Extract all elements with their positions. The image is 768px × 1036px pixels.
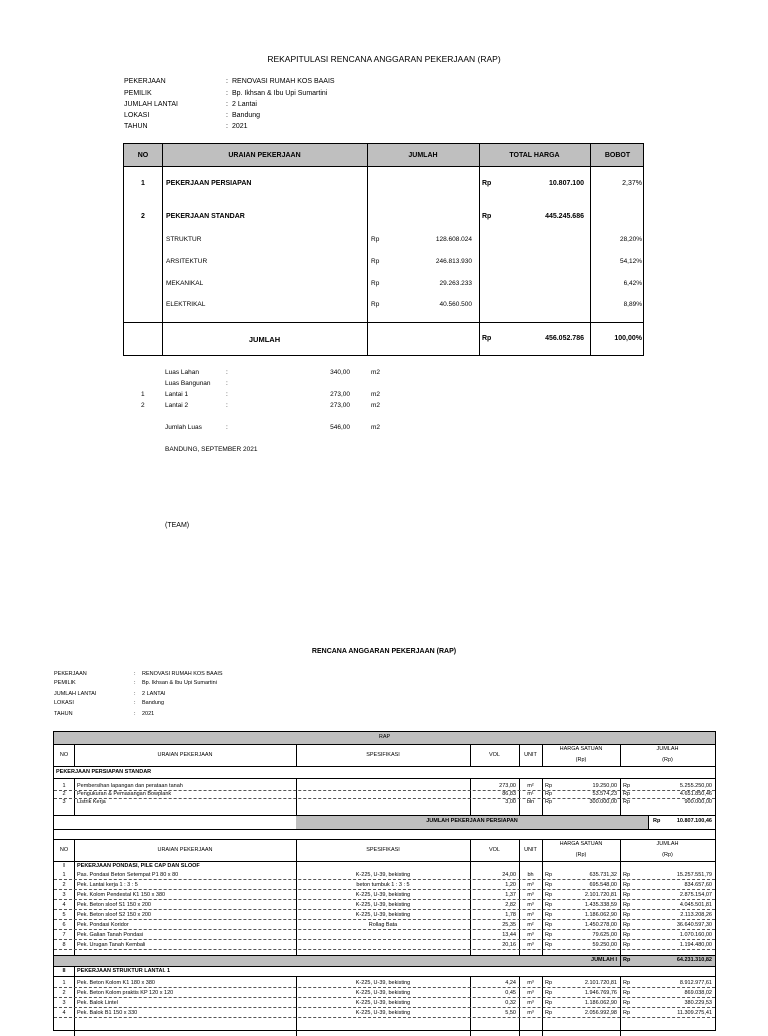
cell-harga: 635.731,32 bbox=[589, 872, 617, 878]
cell-rp1: Rp bbox=[545, 912, 553, 918]
total-value: 456.052.786 bbox=[545, 335, 584, 342]
subrow-rp: Rp bbox=[371, 236, 380, 243]
luas-label: Lantai 1 bbox=[165, 391, 189, 398]
cell-uraian: Pek. Beton Kolom praktis KP 120 x 120 bbox=[77, 990, 174, 996]
cell-jumlah: 11.309.275,41 bbox=[677, 1010, 712, 1016]
col-no: NO bbox=[137, 152, 149, 159]
rap-band: RAP bbox=[378, 734, 391, 740]
row-no: 2 bbox=[141, 213, 145, 220]
subrow-bobot: 8,89% bbox=[623, 301, 642, 308]
section-ii-label: PEKERJAAN STRUKTUR LANTAI. 1 bbox=[77, 968, 171, 974]
cell-vol: 5,50 bbox=[505, 1010, 516, 1016]
subrow-uraian: ELEKTRIKAL bbox=[166, 301, 206, 308]
cell-spek: K-225, U-39, bekisting bbox=[355, 872, 411, 878]
cell-unit: m³ bbox=[527, 1010, 534, 1016]
cell-spek: K-225, U-39, bekisting bbox=[355, 912, 411, 918]
cell-rp2: Rp bbox=[623, 922, 631, 928]
cell-rp2: Rp bbox=[623, 980, 631, 986]
info-label: LOKASI bbox=[124, 112, 150, 119]
cell-jumlah: 4.045.501,81 bbox=[679, 902, 712, 908]
cell-jumlah: 1.070.160,00 bbox=[679, 932, 712, 938]
luas-label: Lantai 2 bbox=[165, 402, 189, 409]
cell-uraian: Pek. Galian Tanah Pondasi bbox=[77, 932, 144, 938]
cell-jumlah: 869.038,02 bbox=[684, 990, 712, 996]
total-rp: Rp bbox=[482, 335, 492, 342]
cell-rp1: Rp bbox=[545, 932, 553, 938]
luas-label: Luas Bangunan bbox=[165, 380, 211, 387]
total-i-label: JUMLAH I bbox=[591, 957, 617, 963]
row-uraian: PEKERJAAN STANDAR bbox=[166, 213, 245, 220]
cell-no: 7 bbox=[62, 932, 66, 938]
cell-uraian: Pek. Lantai kerja 1 : 3 : 5 bbox=[77, 882, 138, 888]
cell-rp1: Rp bbox=[545, 1010, 553, 1016]
info-value: 2 Lantai bbox=[232, 101, 257, 108]
cell-harga: 2.101.720,81 bbox=[584, 980, 617, 986]
cell-uraian: Pek. Urugan Tanah Kembali bbox=[77, 942, 146, 948]
cell-jumlah: 1.194.480,00 bbox=[679, 942, 712, 948]
info-label: TAHUN bbox=[124, 123, 148, 130]
subrow-rp: Rp bbox=[371, 301, 380, 308]
row-no: 1 bbox=[141, 180, 145, 187]
cell-jumlah: 834.657,60 bbox=[684, 882, 712, 888]
cell-jumlah: 2.113.208,26 bbox=[680, 912, 712, 918]
subrow-rp: Rp bbox=[371, 258, 380, 265]
info-value: 2021 bbox=[232, 123, 248, 130]
cell-rp1: Rp bbox=[545, 892, 553, 898]
cell-rp1: Rp bbox=[545, 882, 553, 888]
cell-vol: 20,16 bbox=[502, 942, 516, 948]
section-persiapan: PEKERJAAN PERSIAPAN STANDAR bbox=[56, 769, 152, 775]
info-label: JUMLAH LANTAI bbox=[124, 101, 178, 108]
cell-harga: 1.946.769,76 bbox=[584, 990, 617, 996]
cell-unit: m³ bbox=[527, 902, 534, 908]
cell-unit: m³ bbox=[527, 932, 534, 938]
cell-jumlah: 15.257.551,79 bbox=[676, 872, 712, 878]
cell-unit: m² bbox=[527, 922, 534, 928]
cell-uraian: Pek. Balok B1 150 x 330 bbox=[77, 1010, 138, 1016]
cell-uraian: Pek. Pondasi Koridor bbox=[77, 922, 129, 928]
cell-uraian: Pek. Balok Lintel bbox=[77, 1000, 118, 1006]
subrow-jumlah: 40.560.500 bbox=[439, 301, 472, 308]
total-label: JUMLAH bbox=[248, 335, 281, 344]
cell-harga: 1.186.062,90 bbox=[584, 1000, 617, 1006]
cell-no: 3 bbox=[62, 892, 66, 898]
cell-rp2: Rp bbox=[623, 1000, 631, 1006]
cell-spek: Rollag Bata bbox=[368, 922, 398, 928]
detail-table: RAP NO URAIAN PEKERJAAN SPESIFIKASI VOL UNIT HARGA SATUAN (Rp) JUMLAH (Rp) PEKERJAAN PERSIAPAN STANDAR 1 Pembersihan lapangan dan perataan tanah 273,00 m² Rp 19.250,00 Rp 5.255.250,00 2 Pengukuran & Pemasangan Bowplank 86,83 m¹ Rp 53.574,23 Rp 4.651.850,46 3 Listrik Kerja 3,00 bln Rp 300.000,00 Rp 900.000,00 JUMLAH PEKERJAAN PERSIAPAN Rp 10.807.100,46 NO URAIAN PEKERJAAN SPESIFIKASI VOL UNIT HARGA SATUAN (Rp) JUMLAH (Rp) I PEKERJAAN PONDASI, PILE CAP DAN SLOOF 1 Pas. Pondasi Beton Setempat P1 80 x 80 K-225, U-39, bekisting 24,00 bh Rp 635.731,32 Rp 15.257.551,79 2 Pek. Lantai kerja 1 : 3 : 5 beton tumbuk 1 : 3 : 5 1,20 m³ Rp 695.548,00 Rp 834.657,60 3 Pek. Kolom Pendestal K1 150 x 380 K-225, U-39, bekisting 1,37 m³ Rp 2.101.720,81 Rp 2.875.154,07 4 Pek. Beton sloof S1 150 x 200 K-225, U-39, bekisting 2,82 m³ Rp 1.435.338,59 Rp 4.045.501,81 5 Pek. Beton sloof S2 150 x 200 K-225, U-39, bekisting 1,78 m³ Rp 1.186.062,90 Rp 2.113.208,26 6 Pek. Pondasi Koridor Rollag Bata 25,35 m² Rp 1.450.278,00 Rp 36.640.597,30 7 Pek. Galian Tanah Pondasi 13,44 m³ Rp 79.625,00 Rp 1.070.160,00 8 Pek. Urugan Tanah Kembali 20,16 m³ Rp 59.250,00 Rp 1.194.480,00 JUMLAH I Rp 64.231.310,82 II PEKERJAAN STRUKTUR LANTAI. 1 1 Pek. Beton Kolom K1 180 x 380 K-225, U-39, bekisting 4,24 m³ Rp 2.101.720,81 Rp 8.912.977,61 2 Pek. Beton Kolom praktis KP 120 x 120 K-225, U-39, bekisting 0,45 m³ Rp 1.946.769,76 Rp 869.038,02 3 Pek. Balok Lintel K-225, U-39, bekisting 0,32 m³ Rp 1.186.062,90 Rp 380.229,53 4 Pek. Balok B1 150 x 330 K-225, U-39, bekisting 5,50 m³ Rp 2.056.992,98 Rp 11.309.275,41 bbox=[53, 731, 716, 1031]
info-label: PEMILIK bbox=[124, 90, 152, 97]
cell-rp1: Rp bbox=[545, 980, 553, 986]
cell-no: 1 bbox=[62, 980, 66, 986]
cell-rp1: Rp bbox=[545, 922, 553, 928]
cell-unit: m³ bbox=[527, 912, 534, 918]
jumlah-luas-label: Jumlah Luas bbox=[165, 424, 202, 431]
info-label: PEKERJAAN bbox=[124, 78, 166, 85]
subrow-uraian: ARSITEKTUR bbox=[166, 258, 208, 265]
cell-unit: m³ bbox=[527, 990, 534, 996]
cell-rp1: Rp bbox=[545, 1000, 553, 1006]
cell-spek: K-225, U-39, bekisting bbox=[355, 980, 411, 986]
cell-rp1: Rp bbox=[545, 872, 553, 878]
cell-harga: 59.250,00 bbox=[592, 942, 617, 948]
persiapan-total-label: JUMLAH PEKERJAAN PERSIAPAN bbox=[426, 818, 518, 824]
cell-no: 5 bbox=[62, 912, 66, 918]
row-rp: Rp bbox=[482, 213, 492, 220]
subrow-rp: Rp bbox=[371, 280, 380, 287]
cell-vol: 0,32 bbox=[505, 1000, 516, 1006]
cell-vol: 13,44 bbox=[502, 932, 516, 938]
cell-no: 2 bbox=[62, 990, 66, 996]
cell-jumlah: 2.875.154,07 bbox=[679, 892, 712, 898]
cell-no: 4 bbox=[62, 902, 66, 908]
cell-jumlah: 380.229,53 bbox=[684, 1000, 712, 1006]
info-value: Bandung bbox=[232, 112, 261, 119]
row-total: 10.807.100 bbox=[548, 180, 584, 187]
detail-title: RENCANA ANGGARAN PEKERJAAN (RAP) bbox=[311, 648, 457, 655]
cell-uraian: Pek. Beton Kolom K1 180 x 380 bbox=[77, 980, 155, 986]
cell-rp2: Rp bbox=[623, 942, 631, 948]
cell-rp1: Rp bbox=[545, 942, 553, 948]
row-uraian: PEKERJAAN PERSIAPAN bbox=[166, 180, 252, 187]
cell-rp2: Rp bbox=[623, 1010, 631, 1016]
summary-title: REKAPITULASI RENCANA ANGGARAN PEKERJAAN (RAP) bbox=[267, 54, 501, 64]
cell-rp2: Rp bbox=[623, 932, 631, 938]
cell-rp2: Rp bbox=[623, 872, 631, 878]
cell-unit: m³ bbox=[527, 892, 534, 898]
cell-unit: m³ bbox=[527, 980, 534, 986]
cell-rp2: Rp bbox=[623, 990, 631, 996]
luas-value: 273,00 bbox=[330, 391, 350, 398]
cell-no: 4 bbox=[62, 1010, 66, 1016]
cell-harga: 2.056.992,98 bbox=[584, 1010, 617, 1016]
cell-unit: bh bbox=[527, 872, 534, 878]
cell-uraian: Pas. Pondasi Beton Setempat P1 80 x 80 bbox=[77, 872, 179, 878]
info-value: RENOVASI RUMAH KOS BAAIS bbox=[232, 78, 335, 85]
cell-vol: 0,45 bbox=[505, 990, 516, 996]
luas-label: Luas Lahan bbox=[165, 369, 199, 376]
cell-jumlah: 8.912.977,61 bbox=[679, 980, 712, 986]
persiapan-total-value: 10.807.100,46 bbox=[676, 818, 712, 824]
cell-unit: m³ bbox=[527, 1000, 534, 1006]
subrow-bobot: 28,20% bbox=[619, 236, 642, 243]
cell-vol: 1,20 bbox=[505, 882, 516, 888]
info-value: Bp. Ikhsan & Ibu Upi Sumartini bbox=[232, 90, 328, 97]
col-bobot: BOBOT bbox=[604, 152, 631, 159]
row-bobot: 2,37% bbox=[622, 180, 642, 187]
row-total: 445.245.686 bbox=[545, 213, 584, 220]
cell-spek: beton tumbuk 1 : 3 : 5 bbox=[356, 882, 410, 888]
cell-vol: 2,82 bbox=[505, 902, 516, 908]
cell-harga: 695.548,00 bbox=[589, 882, 617, 888]
cell-no: 8 bbox=[62, 942, 66, 948]
subrow-jumlah: 246.813.930 bbox=[435, 258, 472, 265]
section-i-label: PEKERJAAN PONDASI, PILE CAP DAN SLOOF bbox=[77, 863, 200, 869]
cell-rp2: Rp bbox=[623, 912, 631, 918]
cell-spek: K-225, U-39, bekisting bbox=[355, 1000, 411, 1006]
total-i-value: 64.231.310,82 bbox=[676, 957, 712, 963]
subrow-bobot: 6,42% bbox=[623, 280, 642, 287]
cell-harga: 2.101.720,81 bbox=[584, 892, 617, 898]
cell-rp2: Rp bbox=[623, 882, 631, 888]
cell-rp1: Rp bbox=[545, 902, 553, 908]
cell-uraian: Pek. Beton sloof S1 150 x 200 bbox=[77, 902, 151, 908]
col-uraian: URAIAN PEKERJAAN bbox=[228, 152, 301, 159]
cell-harga: 1.186.062,90 bbox=[584, 912, 617, 918]
subrow-uraian: MEKANIKAL bbox=[166, 280, 204, 287]
cell-no: 2 bbox=[62, 882, 66, 888]
row-rp: Rp bbox=[482, 180, 492, 187]
col-jumlah: JUMLAH bbox=[408, 152, 438, 159]
cell-uraian: Pek. Beton sloof S2 150 x 200 bbox=[77, 912, 151, 918]
cell-unit: m³ bbox=[527, 882, 534, 888]
cell-spek: K-225, U-39, bekisting bbox=[355, 1010, 411, 1016]
col-total: TOTAL HARGA bbox=[509, 152, 560, 159]
luas-value: 273,00 bbox=[330, 402, 350, 409]
team-signature: (TEAM) bbox=[165, 522, 190, 529]
subrow-jumlah: 29.263.233 bbox=[439, 280, 472, 287]
summary-table bbox=[123, 143, 644, 356]
cell-vol: 1,37 bbox=[505, 892, 516, 898]
cell-spek: K-225, U-39, bekisting bbox=[355, 990, 411, 996]
subrow-bobot: 54,12% bbox=[619, 258, 642, 265]
cell-vol: 4,24 bbox=[505, 980, 516, 986]
cell-harga: 79.625,00 bbox=[592, 932, 617, 938]
subrow-jumlah: 128.608.024 bbox=[435, 236, 472, 243]
cell-rp2: Rp bbox=[623, 892, 631, 898]
cell-no: 3 bbox=[62, 1000, 66, 1006]
jumlah-luas-value: 546,00 bbox=[330, 424, 350, 431]
cell-harga: 1.435.338,59 bbox=[584, 902, 617, 908]
cell-vol: 25,35 bbox=[502, 922, 516, 928]
total-bobot: 100,00% bbox=[614, 335, 642, 342]
cell-harga: 1.450.278,00 bbox=[584, 922, 617, 928]
luas-value: 340,00 bbox=[330, 369, 350, 376]
cell-spek: K-225, U-39, bekisting bbox=[355, 902, 411, 908]
cell-rp1: Rp bbox=[545, 990, 553, 996]
cell-uraian: Pek. Kolom Pendestal K1 150 x 380 bbox=[77, 892, 166, 898]
cell-unit: m³ bbox=[527, 942, 534, 948]
cell-jumlah: 36.640.597,30 bbox=[676, 922, 712, 928]
cell-rp2: Rp bbox=[623, 902, 631, 908]
cell-vol: 1,78 bbox=[505, 912, 516, 918]
cell-no: 6 bbox=[62, 922, 66, 928]
cell-spek: K-225, U-39, bekisting bbox=[355, 892, 411, 898]
subrow-uraian: STRUKTUR bbox=[166, 236, 202, 243]
cell-vol: 24,00 bbox=[502, 872, 516, 878]
cell-no: 1 bbox=[62, 872, 66, 878]
place-date: BANDUNG, SEPTEMBER 2021 bbox=[165, 446, 258, 453]
